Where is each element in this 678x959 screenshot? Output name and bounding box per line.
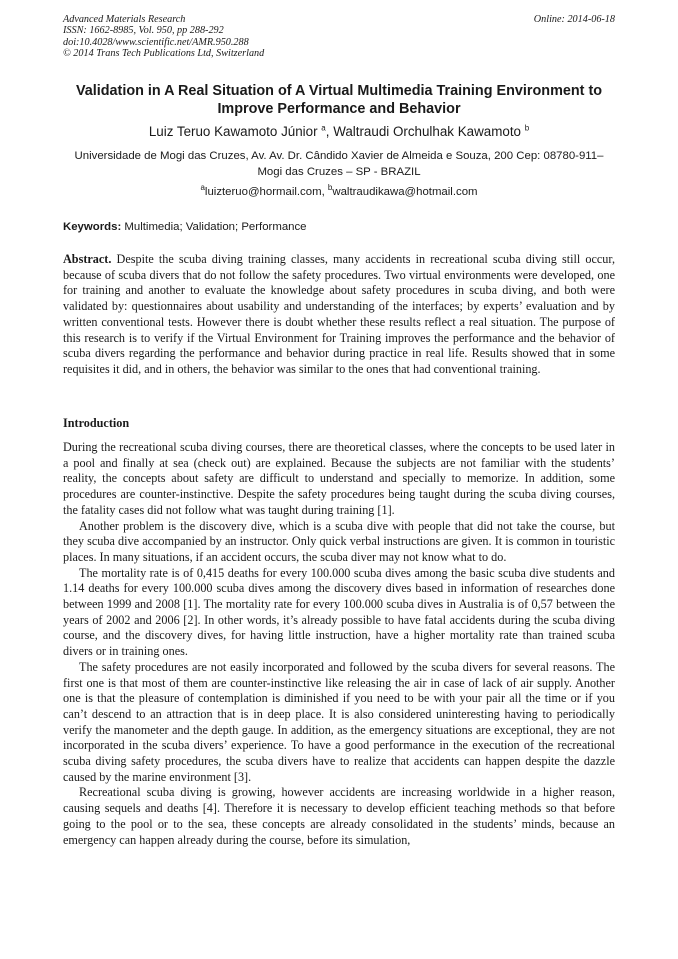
keywords-text: Multimedia; Validation; Performance xyxy=(121,221,307,233)
paper-title: Validation in A Real Situation of A Virtual Multimedia Training Environment to Improve Performance and Behavior xyxy=(75,83,603,117)
issn-line: ISSN: 1662-8985, Vol. 950, pp 288-292 xyxy=(63,25,224,37)
introduction-body xyxy=(63,440,615,848)
email-line xyxy=(63,184,615,200)
journal-name: Advanced Materials Research xyxy=(63,14,186,25)
email-address[interactable]: luizteruo@hormail.com, xyxy=(204,186,325,198)
copyright-line: © 2014 Trans Tech Publications Ltd, Switzerland xyxy=(63,48,265,60)
author-name: Waltraudi Orchulhak Kawamoto xyxy=(333,124,521,139)
author-list: Luiz Teruo Kawamoto Júnior $^a$, Waltraudi Orchulhak Kawamoto $^b$ xyxy=(148,123,530,139)
abstract-label: Abstract. xyxy=(63,252,112,266)
paragraph: The safety procedures are not easily incorporated and followed by the scuba divers for several reasons. The first one is that most of them are counter-instinctive like releasing the air in case of lack of air supply. Another one is that the pleasure of contemplation is diminished if you need to be with your pair all the time or if you can’t descend to an attraction that is in deep place. It is also considered uninteresting having to periodically verify the manometer and the depth gauge. In addition, as the emergency situations are exceptional, they are not incorporated in the scuba divers’ experience. To have a good performance in the execution of the recreational scuba diving safety procedures, the scuba divers have to realize that accidents can happen despite the dazzle caused by the marine environment [3]. xyxy=(63,659,615,784)
affiliation: Universidade de Mogi das Cruzes, Av. Av. Dr. Cândido Xavier de Almeida e Souza, 200 Cep: 08780-911– Mogi das Cruzes – SP - BRAZIL xyxy=(74,150,604,178)
email-superscript: b xyxy=(327,183,333,193)
keywords xyxy=(63,219,615,235)
journal-header xyxy=(63,14,615,60)
author-superscript: a xyxy=(321,123,326,133)
online-date: Online: 2014-06-18 xyxy=(533,14,615,25)
author-superscript: b xyxy=(524,123,530,133)
paragraph: Recreational scuba diving is growing, however accidents are increasing worldwide in a higher reason, causing sequels and deaths [4]. Therefore it is necessary to develop efficient teaching methods so that before going to the pool or to the sea, these concepts are already consolidated in the students’ minds, because an emergency can happen already during the course, before its simulation, xyxy=(63,785,615,847)
paragraph: The mortality rate is of 0,415 deaths for every 100.000 scuba dives among the basic scuba dive students and 1.14 deaths for every 100.000 scuba dives among the discovery dives based in information of researches done between 1999 and 2008 [1]. The mortality rate for every 100.000 scuba dives in Australia is of 0,57 between the years of 2002 and 2006 [2]. In other words, it’s already possible to have fatal accidents during the scuba diving course, and the discovery dives, for having little instruction, have a higher mortality rate than trained scuba divers or in training ones. xyxy=(63,565,615,659)
section-heading: Introduction xyxy=(63,416,130,430)
abstract-text: Despite the scuba diving training classes, many accidents in recreational scuba diving still occur, because of scuba divers that do not follow the safety procedures. Two virtual environments were developed, one for training and another to evaluate the knowledge about safety procedures in scuba diving, and both were validated by: questionnaires about usability and understanding of the interfaces; by experts’ evaluation and by written conventional tests. However there is doubt whether these results reflect a real situation. The purpose of this research is to verify if the Virtual Environment for Training improves the performance and the behavior of scuba divers regarding the performance and behavior during practice in real life. Results showed that in some requisites it did, and in others, the behavior was similar to the ones that had conventional training. xyxy=(63,252,615,376)
abstract xyxy=(63,252,615,378)
paragraph: Another problem is the discovery dive, which is a scuba dive with people that did not take the course, but they scuba dive accompanied by an instructor. Only quick verbal instructions are given. It is common in touristic places. In many situations, if an accident occurs, the scuba diver may not know what to do. xyxy=(63,518,615,564)
email-address[interactable]: waltraudikawa@hotmail.com xyxy=(332,186,478,198)
paragraph: During the recreational scuba diving courses, there are theoretical classes, where the concepts to be used later in a pool and finally at sea (check out) are explained. Because the subjects are not familiar with the students’ reality, the concepts about safety are difficult to understand and specially to memorize. In addition, some procedures are counter-instinctive. Despite the safety procedures being taught during the scuba diving courses, the fatality cases did not follow what was taught during training [1]. xyxy=(63,440,615,517)
doi-line: doi:10.4028/www.scientific.net/AMR.950.288 xyxy=(63,36,249,48)
email-superscript: a xyxy=(200,183,205,193)
author-name: Luiz Teruo Kawamoto Júnior xyxy=(148,124,318,139)
keywords-label: Keywords: xyxy=(63,221,122,233)
